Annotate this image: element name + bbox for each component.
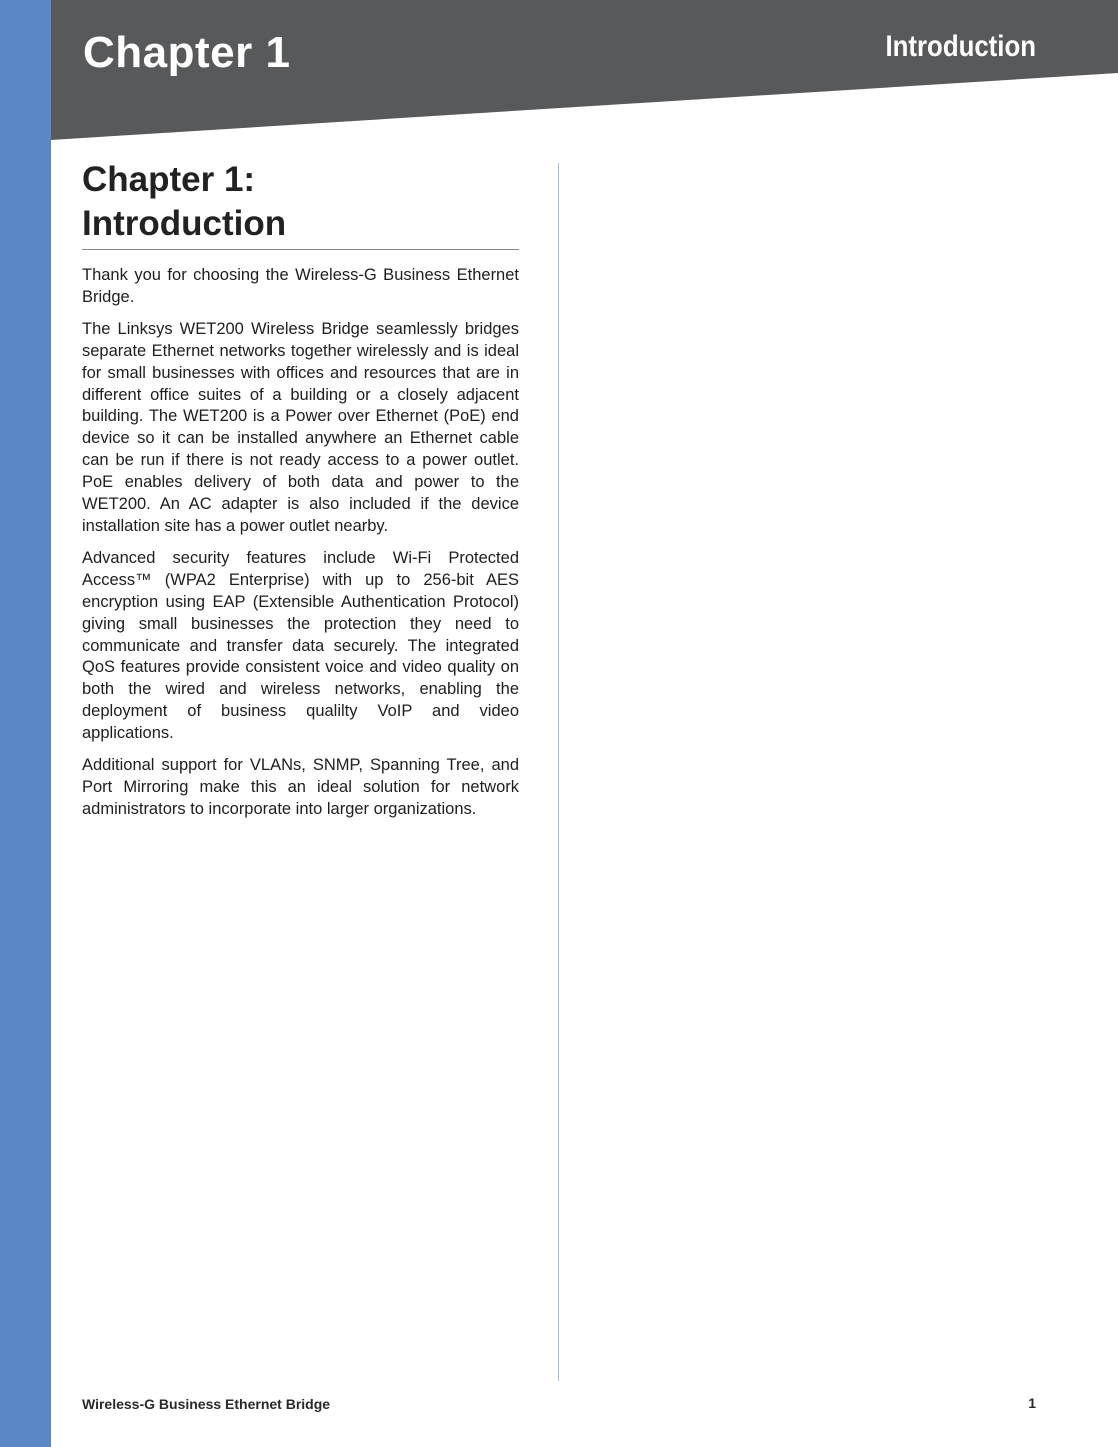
chapter-label: Chapter 1 — [83, 28, 291, 77]
side-color-bar — [0, 0, 51, 1447]
footer-product-name: Wireless-G Business Ethernet Bridge — [82, 1396, 331, 1412]
paragraph-additional-support: Additional support for VLANs, SNMP, Spanning Tree, and Port Mirroring make this an ideal solution for network administrators to incorporate into larger organizations. — [82, 756, 519, 818]
section-label: Introduction — [885, 30, 1036, 63]
column-divider — [558, 163, 559, 1381]
paragraph-intro: Thank you for choosing the Wireless-G Business Ethernet Bridge. — [82, 266, 519, 306]
paragraph-overview: The Linksys WET200 Wireless Bridge seamlessly bridges separate Ethernet networks together wirelessly and is ideal for small businesses with offices and resources that are in different office suites of a building or a closely adjacent building. The WET200 is a Power over Ethernet (PoE) end device so it can be installed anywhere an Ethernet cable can be run if there is not ready access to a power outlet. PoE enables delivery of both data and power to the WET200. An AC adapter is also included if the device installation site has a power outlet nearby. — [82, 319, 519, 535]
main-text-column — [82, 158, 519, 831]
paragraph-security: Advanced security features include Wi-Fi Protected Access™ (WPA2 Enterprise) with up to 256-bit AES encryption using EAP (Extensible Authentication Protocol) giving small businesses the protection they need to communicate and transfer data securely. The integrated QoS features provide consistent voice and video quality on both the wired and wireless networks, enabling the deployment of business qualilty VoIP and video applications. — [82, 548, 519, 743]
page-title-line1: Chapter 1: — [82, 160, 256, 199]
title-divider — [82, 249, 519, 250]
page-title — [82, 158, 519, 246]
page-number: 1 — [1028, 1395, 1036, 1411]
page-title-line2: Introduction — [82, 204, 287, 243]
